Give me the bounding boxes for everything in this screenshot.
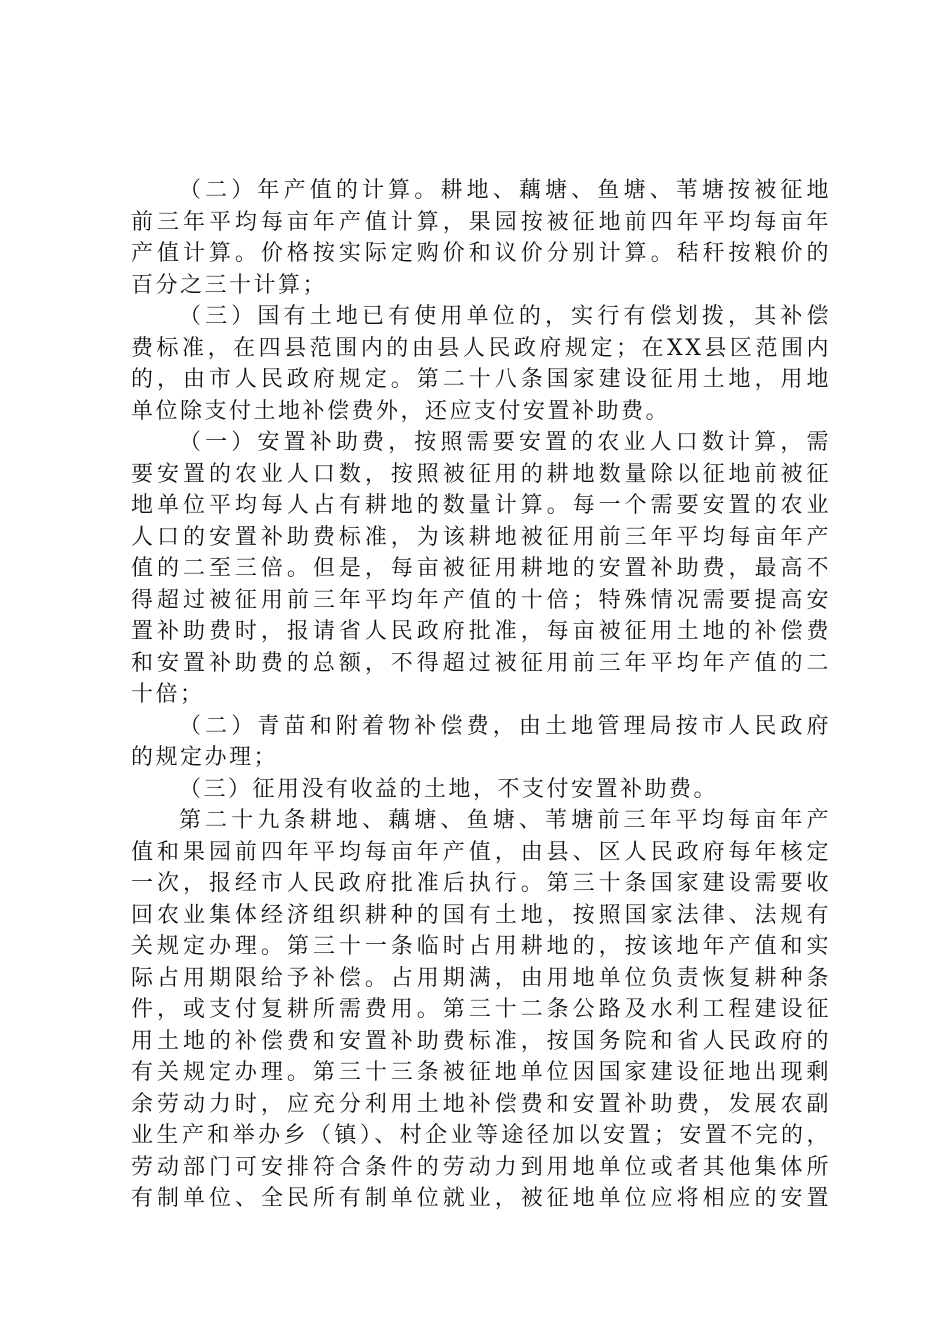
text-line: 十倍； bbox=[131, 682, 205, 707]
paragraph-resettlement-subsidy bbox=[131, 427, 831, 711]
paragraph-no-income-land bbox=[131, 774, 831, 806]
paragraph-annual-output-calculation bbox=[131, 175, 831, 301]
text-line: 要安置的农业人口数，按照被征用的耕地数量除以征地前被征 bbox=[131, 461, 831, 487]
text-line: 产值计算。价格按实际定购价和议价分别计算。秸秆按粮价的 bbox=[131, 241, 831, 266]
text-line: 的，由市人民政府规定。第二十八条国家建设征用土地，用地 bbox=[131, 367, 831, 392]
text-line: 百分之三十计算； bbox=[131, 272, 328, 298]
text-line: 和安置补助费的总额，不得超过被征用前三年平均年产值的二 bbox=[131, 650, 831, 676]
text-line: 得超过被征用前三年平均年产值的十倍；特殊情况需要提高安 bbox=[131, 587, 831, 613]
text-line: 第二十九条耕地、藕塘、鱼塘、苇塘前三年平均每亩年产 bbox=[179, 808, 831, 833]
text-line: 值和果园前四年平均每亩年产值，由县、区人民政府每年核定 bbox=[131, 839, 831, 865]
text-line: 费标准，在四县范围内的由县人民政府规定；在XX县区范围内 bbox=[131, 335, 831, 361]
paragraph-articles-29-33 bbox=[131, 805, 831, 1215]
text-line: 的规定办理； bbox=[131, 745, 279, 770]
paragraph-state-land-compensation bbox=[131, 301, 831, 427]
text-line: 一次，报经市人民政府批准后执行。第三十条国家建设需要收 bbox=[131, 871, 831, 896]
text-line: 际占用期限给予补偿。占用期满，由用地单位负责恢复耕种条 bbox=[131, 965, 831, 991]
text-line: 地单位平均每人占有耕地的数量计算。每一个需要安置的农业 bbox=[131, 493, 831, 518]
text-line: （三）国有土地已有使用单位的，实行有偿划拨，其补偿 bbox=[179, 304, 831, 329]
text-line: 回农业集体经济组织耕种的国有土地，按照国家法律、法规有 bbox=[131, 902, 831, 928]
text-line: 余劳动力时，应充分利用土地补偿费和安置补助费，发展农副 bbox=[131, 1091, 831, 1117]
text-line: （一）安置补助费，按照需要安置的农业人口数计算，需 bbox=[179, 430, 831, 455]
paragraph-crop-compensation bbox=[131, 711, 831, 774]
text-line: 单位除支付土地补偿费外，还应支付安置补助费。 bbox=[131, 398, 671, 424]
text-line: 用土地的补偿费和安置补助费标准，按国务院和省人民政府的 bbox=[131, 1028, 831, 1054]
text-line: 人口的安置补助费标准，为该耕地被征用前三年平均每亩年产 bbox=[131, 524, 831, 550]
document-body bbox=[131, 175, 831, 1215]
text-line: 值的二至三倍。但是，每亩被征用耕地的安置补助费，最高不 bbox=[131, 556, 831, 581]
text-line: 件，或支付复耕所需费用。第三十二条公路及水利工程建设征 bbox=[131, 997, 831, 1022]
text-line: （二）青苗和附着物补偿费，由土地管理局按市人民政府 bbox=[179, 713, 831, 739]
text-line: 关规定办理。第三十一条临时占用耕地的，按该地年产值和实 bbox=[131, 934, 831, 959]
text-line: 有关规定办理。第三十三条被征地单位因国家建设征地出现剩 bbox=[131, 1060, 831, 1085]
text-line: 前三年平均每亩年产值计算，果园按被征地前四年平均每亩年 bbox=[131, 209, 831, 235]
text-line: 劳动部门可安排符合条件的劳动力到用地单位或者其他集体所 bbox=[131, 1154, 831, 1180]
text-line: 置补助费时，报请省人民政府批准，每亩被征用土地的补偿费 bbox=[131, 619, 831, 644]
text-line: （三）征用没有收益的土地，不支付安置补助费。 bbox=[179, 776, 719, 802]
text-line: 有制单位、全民所有制单位就业，被征地单位应将相应的安置 bbox=[131, 1186, 831, 1211]
text-line: 业生产和举办乡（镇）、村企业等途径加以安置；安置不完的， bbox=[131, 1123, 831, 1148]
text-line: （二）年产值的计算。耕地、藕塘、鱼塘、苇塘按被征地 bbox=[179, 178, 831, 203]
